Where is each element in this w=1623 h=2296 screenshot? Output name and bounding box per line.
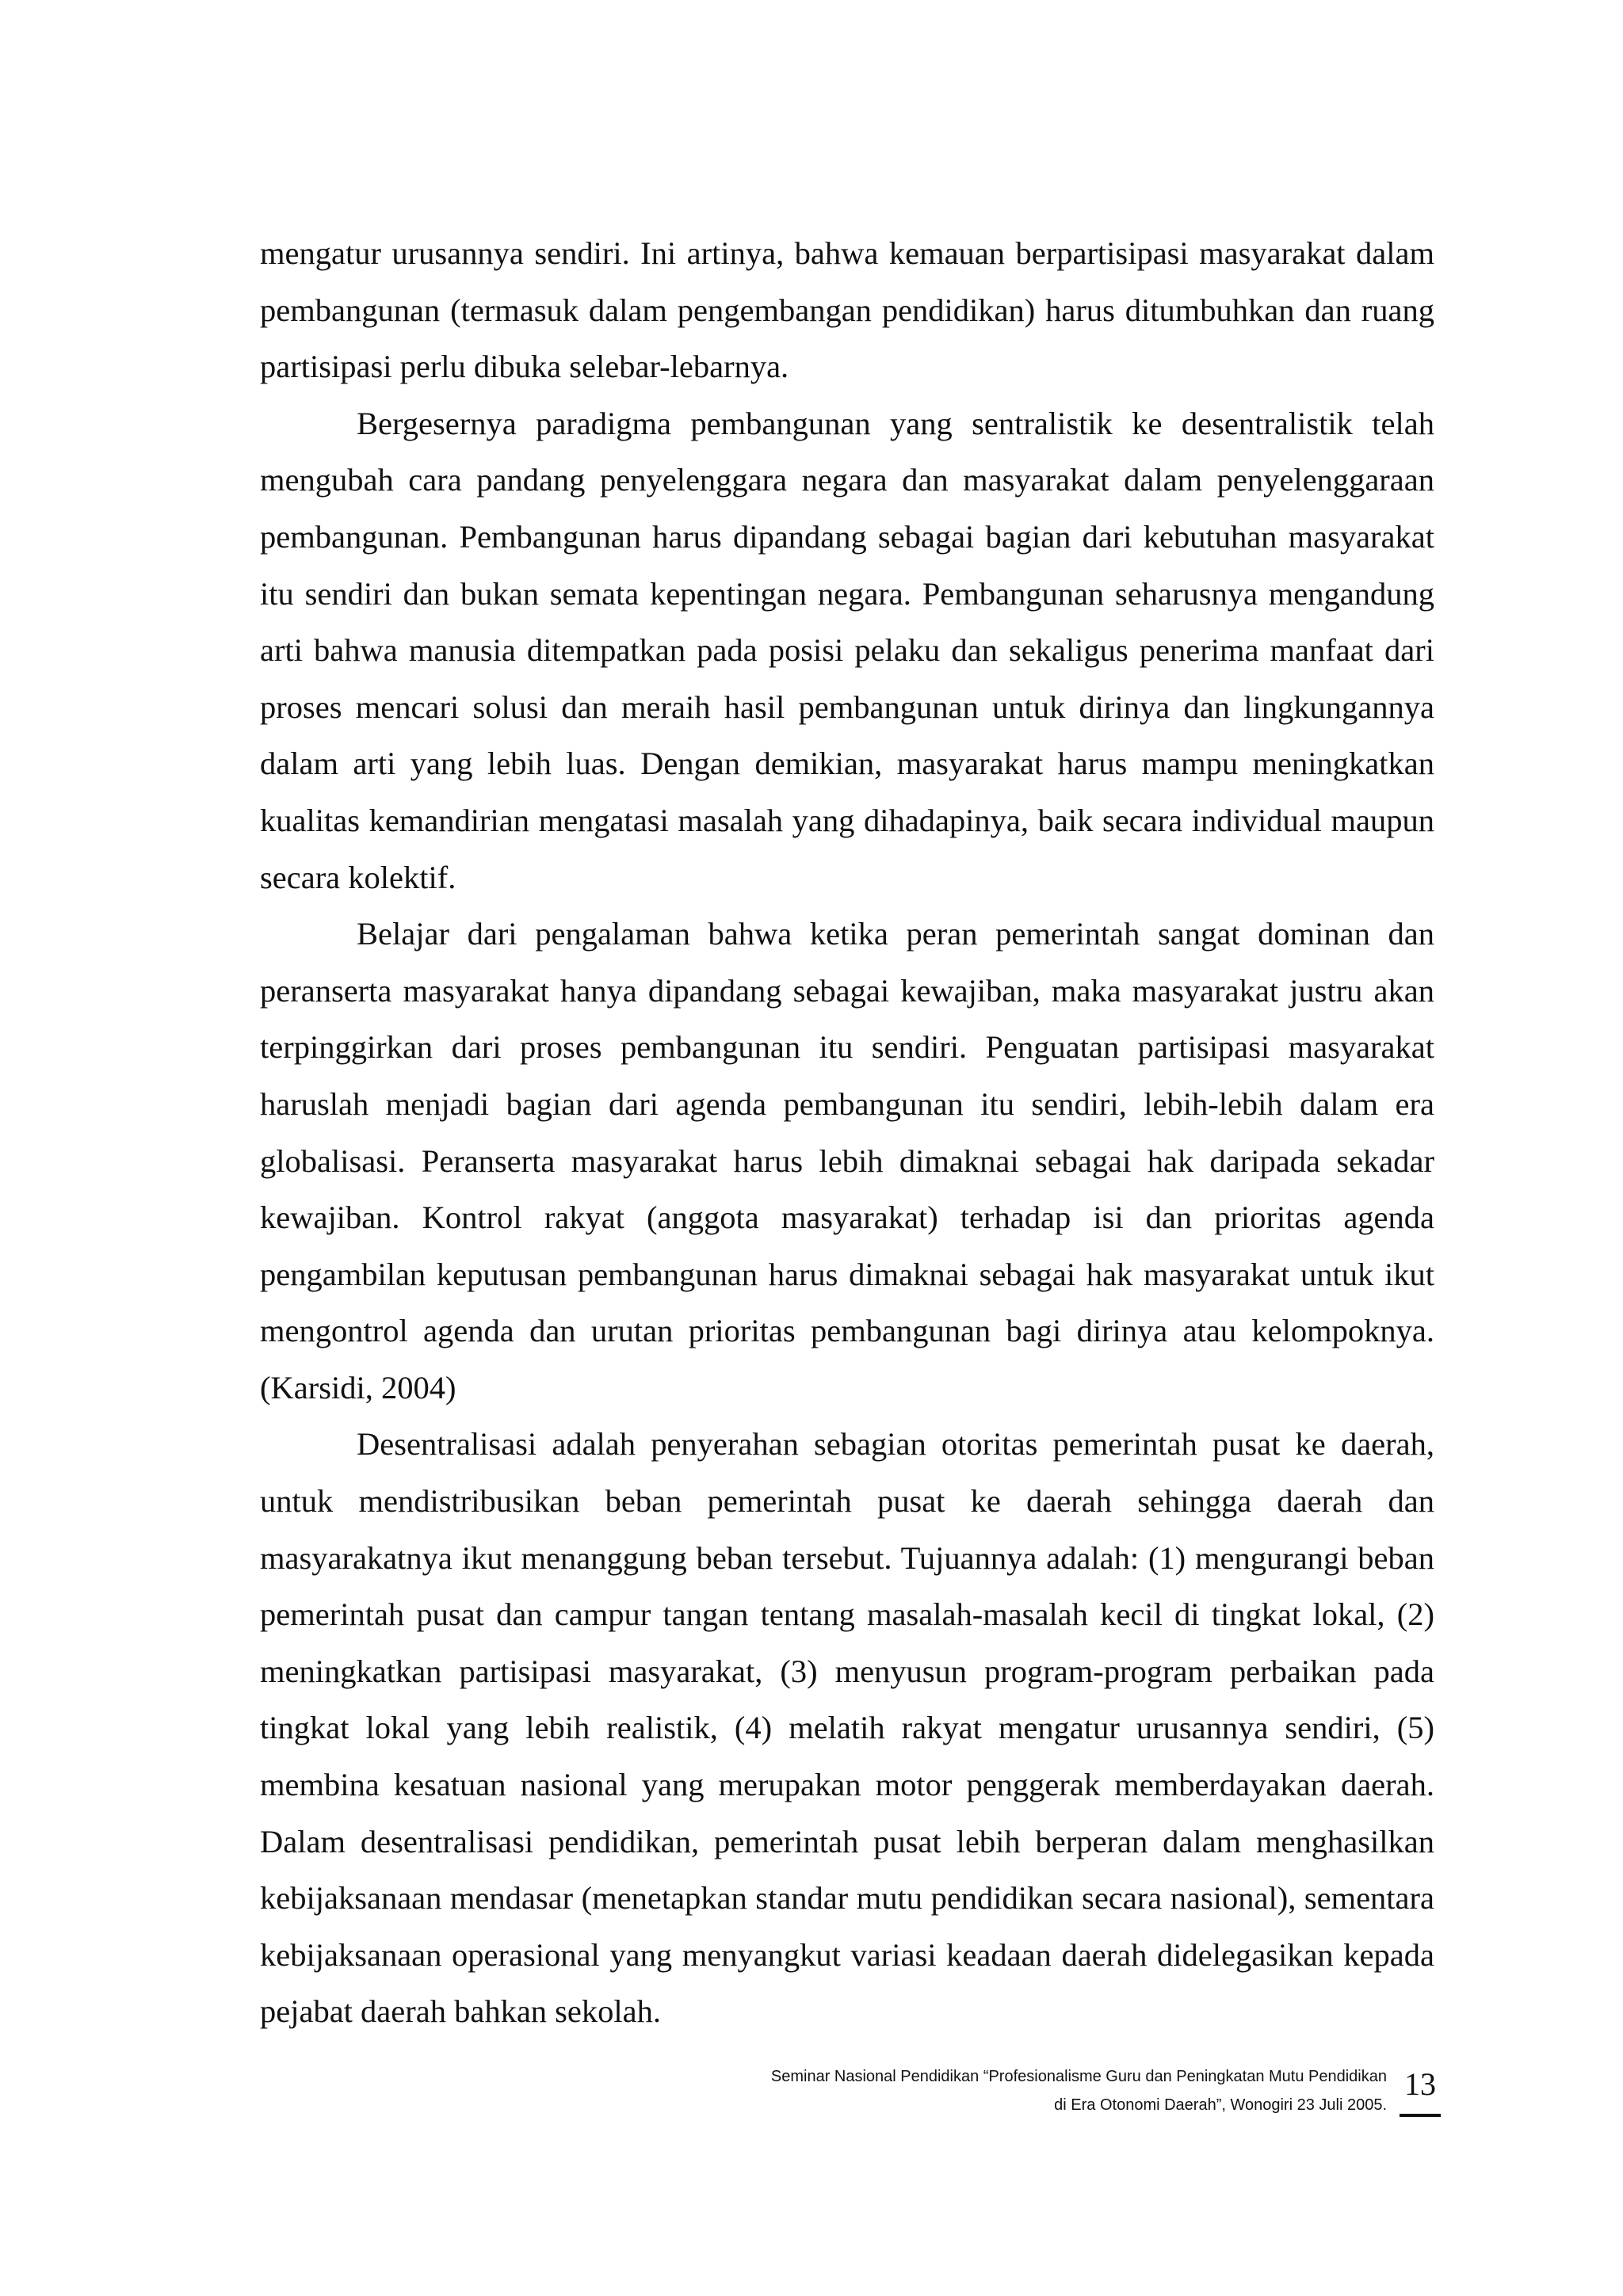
paragraph-continuation: mengatur urusannya sendiri. Ini artinya, bahwa kemauan berpartisipasi masyarakat dalam pembangunan (termasuk dalam pengembangan pendidikan) harus ditumbuhkan dan ruang partisipasi perlu dibuka selebar-lebarnya. [260, 235, 1434, 385]
page-number-underline [1400, 2114, 1441, 2117]
footer-line-2: di Era Otonomi Daerah”, Wonogiri 23 Juli 2005. [1054, 2096, 1387, 2114]
paragraph-paradigma: Bergesernya paradigma pembangunan yang sentralistik ke desentralistik telah mengubah cara pandang penyelenggara negara dan masyarakat dalam penyelenggaraan pembangunan. Pembangunan harus dipandang sebagai bagian dari kebutuhan masyarakat itu sendiri dan bukan semata kepentingan negara. Pembangunan seharusnya mengandung arti bahwa manusia ditempatkan pada posisi pelaku dan sekaligus penerima manfaat dari proses mencari solusi dan meraih hasil pembangunan untuk dirinya dan lingkungannya dalam arti yang lebih luas. Dengan demikian, masyarakat harus mampu meningkatkan kualitas kemandirian mengatasi masalah yang dihadapinya, baik secara individual maupun secara kolektif. [260, 405, 1434, 895]
body-text [260, 225, 1434, 2040]
page-number: 13 [1404, 2066, 1436, 2102]
page-footer [555, 2062, 1387, 2119]
paragraph-belajar: Belajar dari pengalaman bahwa ketika peran pemerintah sangat dominan dan peranserta masyarakat hanya dipandang sebagai kewajiban, maka masyarakat justru akan terpinggirkan dari proses pembangunan itu sendiri. Penguatan partisipasi masyarakat haruslah menjadi bagian dari agenda pembangunan itu sendiri, lebih-lebih dalam era globalisasi. Peranserta masyarakat harus lebih dimaknai sebagai hak daripada sekadar kewajiban. Kontrol rakyat (anggota masyarakat) terhadap isi dan prioritas agenda pengambilan keputusan pembangunan harus dimaknai sebagai hak masyarakat untuk ikut mengontrol agenda dan urutan prioritas pembangunan bagi dirinya atau kelompoknya. (Karsidi, 2004) [260, 916, 1434, 1405]
footer-line-1: Seminar Nasional Pendidikan “Profesionalisme Guru dan Peningkatan Mutu Pendidikan [770, 2068, 1387, 2085]
paragraph-desentralisasi: Desentralisasi adalah penyerahan sebagian otoritas pemerintah pusat ke daerah, untuk mendistribusikan beban pemerintah pusat ke daerah sehingga daerah dan masyarakatnya ikut menanggung beban tersebut. Tujuannya adalah: (1) mengurangi beban pemerintah pusat dan campur tangan tentang masalah-masalah kecil di tingkat lokal, (2) meningkatkan partisipasi masyarakat, (3) menyusun program-program perbaikan pada tingkat lokal yang lebih realistik, (4) melatih rakyat mengatur urusannya sendiri, (5) membina kesatuan nasional yang merupakan motor penggerak memberdayakan daerah. Dalam desentralisasi pendidikan, pemerintah pusat lebih berperan dalam menghasilkan kebijaksanaan mendasar (menetapkan standar mutu pendidikan secara nasional), sementara kebijaksanaan operasional yang menyangkut variasi keadaan daerah didelegasikan kepada pejabat daerah bahkan sekolah. [260, 1426, 1434, 2030]
